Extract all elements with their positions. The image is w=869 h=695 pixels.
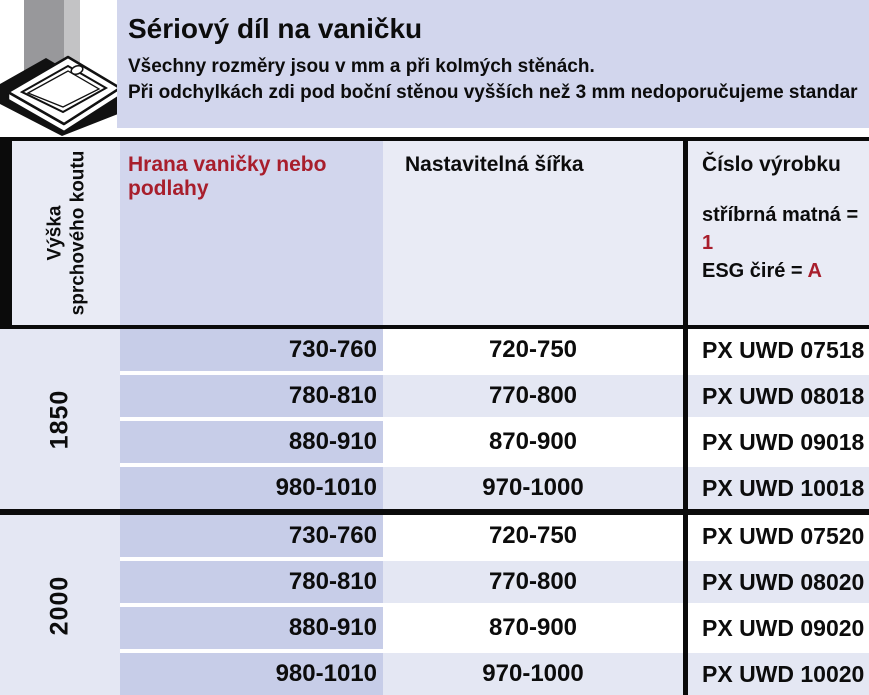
width-cell: 770-800 — [383, 375, 683, 417]
spec-table — [0, 137, 869, 695]
row-axis-label — [43, 151, 89, 316]
row-axis-header — [12, 141, 120, 325]
product-code-cell: PX UWD 07518 — [688, 329, 869, 371]
legend-line-glass — [702, 257, 869, 285]
group-label-2000 — [0, 515, 120, 695]
column-header-product-label: Číslo výrobku — [702, 153, 841, 176]
edge-cell: 780-810 — [120, 375, 383, 417]
legend-glass-label: ESG čiré = — [702, 260, 808, 282]
column-header-width: Nastavitelná šířka — [383, 141, 683, 325]
width-cell: 770-800 — [383, 561, 683, 603]
edge-cell: 880-910 — [120, 421, 383, 463]
product-legend — [702, 201, 869, 285]
product-code-cell: PX UWD 08020 — [688, 561, 869, 603]
title-panel — [117, 0, 869, 128]
row-axis-label-line1: Výška — [44, 205, 65, 261]
edge-cell: 730-760 — [120, 515, 383, 557]
edge-cell: 780-810 — [120, 561, 383, 603]
product-code-cell: PX UWD 09020 — [688, 607, 869, 649]
row-axis-label-line2: sprchového koutu — [67, 150, 88, 316]
group-label-1850-text: 1850 — [45, 389, 74, 449]
edge-cell: 730-760 — [120, 329, 383, 371]
product-code-cell: PX UWD 10020 — [688, 653, 869, 695]
column-header-edge: Hrana vaničky nebo podlahy — [120, 141, 383, 325]
subtitle-line-1: Všechny rozměry jsou v mm a při kolmých stěnách. — [128, 56, 595, 77]
edge-cell: 880-910 — [120, 607, 383, 649]
width-cell: 970-1000 — [383, 653, 683, 695]
width-cell: 720-750 — [383, 515, 683, 557]
width-cell: 720-750 — [383, 329, 683, 371]
legend-finish-label: stříbrná matná = — [702, 204, 859, 226]
product-code-cell: PX UWD 08018 — [688, 375, 869, 417]
product-code-cell: PX UWD 09018 — [688, 421, 869, 463]
page-title: Sériový díl na vaničku — [128, 13, 423, 44]
width-cell: 870-900 — [383, 421, 683, 463]
shower-tray-drawing — [0, 0, 120, 140]
column-header-product — [688, 141, 869, 325]
width-cell: 870-900 — [383, 607, 683, 649]
product-code-cell: PX UWD 07520 — [688, 515, 869, 557]
product-code-cell: PX UWD 10018 — [688, 467, 869, 509]
edge-cell: 980-1010 — [120, 467, 383, 509]
subtitle-line-2: Při odchylkách zdi pod boční stěnou vyšších než 3 mm nedoporučujeme standar — [128, 82, 858, 103]
edge-cell: 980-1010 — [120, 653, 383, 695]
group-label-1850 — [0, 329, 120, 509]
legend-line-finish — [702, 201, 869, 257]
legend-glass-value: A — [807, 260, 822, 282]
header-left-strip — [0, 141, 12, 325]
width-cell: 970-1000 — [383, 467, 683, 509]
legend-finish-value: 1 — [702, 232, 714, 254]
group-label-2000-text: 2000 — [45, 575, 74, 635]
shower-tray-pictogram-icon — [0, 0, 120, 140]
